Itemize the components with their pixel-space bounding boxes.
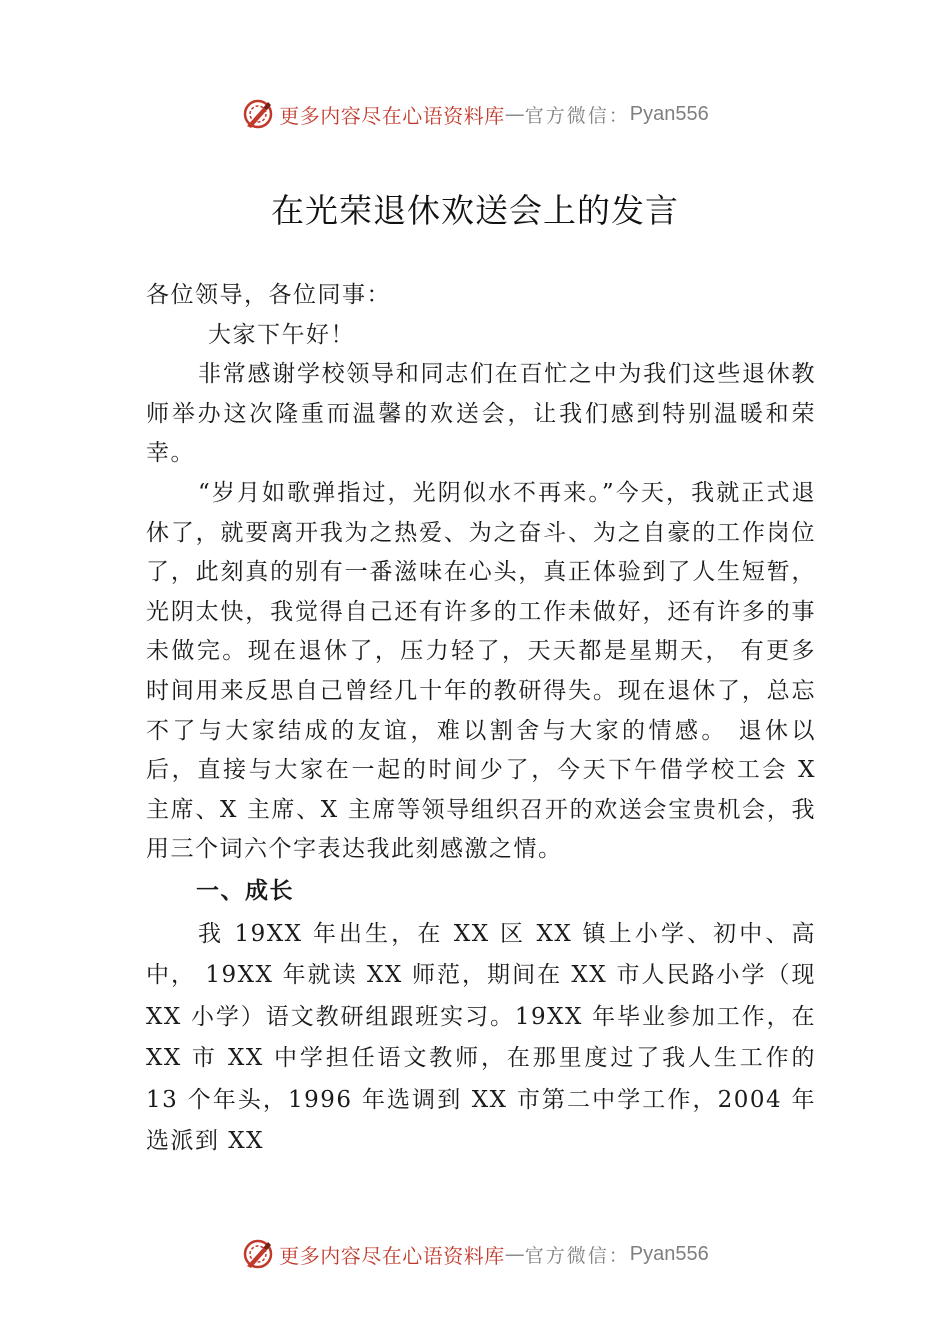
- header-wechat-label: 官方微信：: [524, 104, 630, 127]
- salutation: 各位领导，各位同事：: [146, 282, 391, 308]
- pen-logo-icon: [241, 1237, 275, 1271]
- header-wechat-id: Pyan556: [629, 102, 709, 125]
- footer-promo-text: 更多内容尽在心语资料库: [279, 1243, 505, 1268]
- document-title: 在光荣退休欢送会上的发言: [271, 191, 679, 230]
- section-heading-growth: 一、成长: [196, 877, 294, 904]
- footer-banner: [0, 1232, 950, 1276]
- greeting: 大家下午好！: [208, 321, 355, 348]
- footer-wechat-label: 官方微信：: [524, 1244, 630, 1267]
- header-promo-text: 更多内容尽在心语资料库: [279, 103, 505, 128]
- paragraph-thanks: 非常感谢学校领导和同志们在百忙之中为我们这些退休教师举办这次隆重而温馨的欢送会，让我们感到特别温暖和荣幸。: [146, 361, 816, 467]
- footer-dash: —: [504, 1242, 525, 1266]
- header-banner: [0, 92, 950, 136]
- paragraph-retirement: “岁月如歌弹指过，光阴似水不再来。”今天，我就正式退休了，就要离开我为之热爱、为之奋斗、为之自豪的工作岗位了，此刻真的别有一番滋味在心头，真正体验到了人生短暂，光阴太快，我觉得自己还有许多的工作未做好，还有许多的事未做完。现在退休了，压力轻了，天天都是星期天， 有更多时间用来反思自己曾经几十年的教研得失。现在退休了，总忘不了与大家结成的友谊，难以割舍与大家的情感。 退休以后，直接与大家在一起的时间少了，今天下午借学校工会 X 主席、X 主席、X 主席等领导组织召开的欢送会宝贵机会，我用三个词六个字表达我此刻感激之情。: [146, 479, 816, 863]
- document-body: [146, 276, 816, 1163]
- pen-logo-icon: [241, 97, 275, 131]
- footer-wechat-id: Pyan556: [629, 1242, 709, 1265]
- header-dash: —: [504, 102, 525, 126]
- paragraph-growth: 我 19XX 年出生，在 XX 区 XX 镇上小学、初中、高中， 19XX 年就读 XX 师范，期间在 XX 市人民路小学（现 XX 小学）语文教研组跟班实习。19XX 年毕业参加工作，在 XX 市 XX 中学担任语文教师，在那里度过了我人生工作的 13 个年头，1996 年选调到 XX 市第二中学工作，2004 年选派到 XX: [146, 920, 816, 1154]
